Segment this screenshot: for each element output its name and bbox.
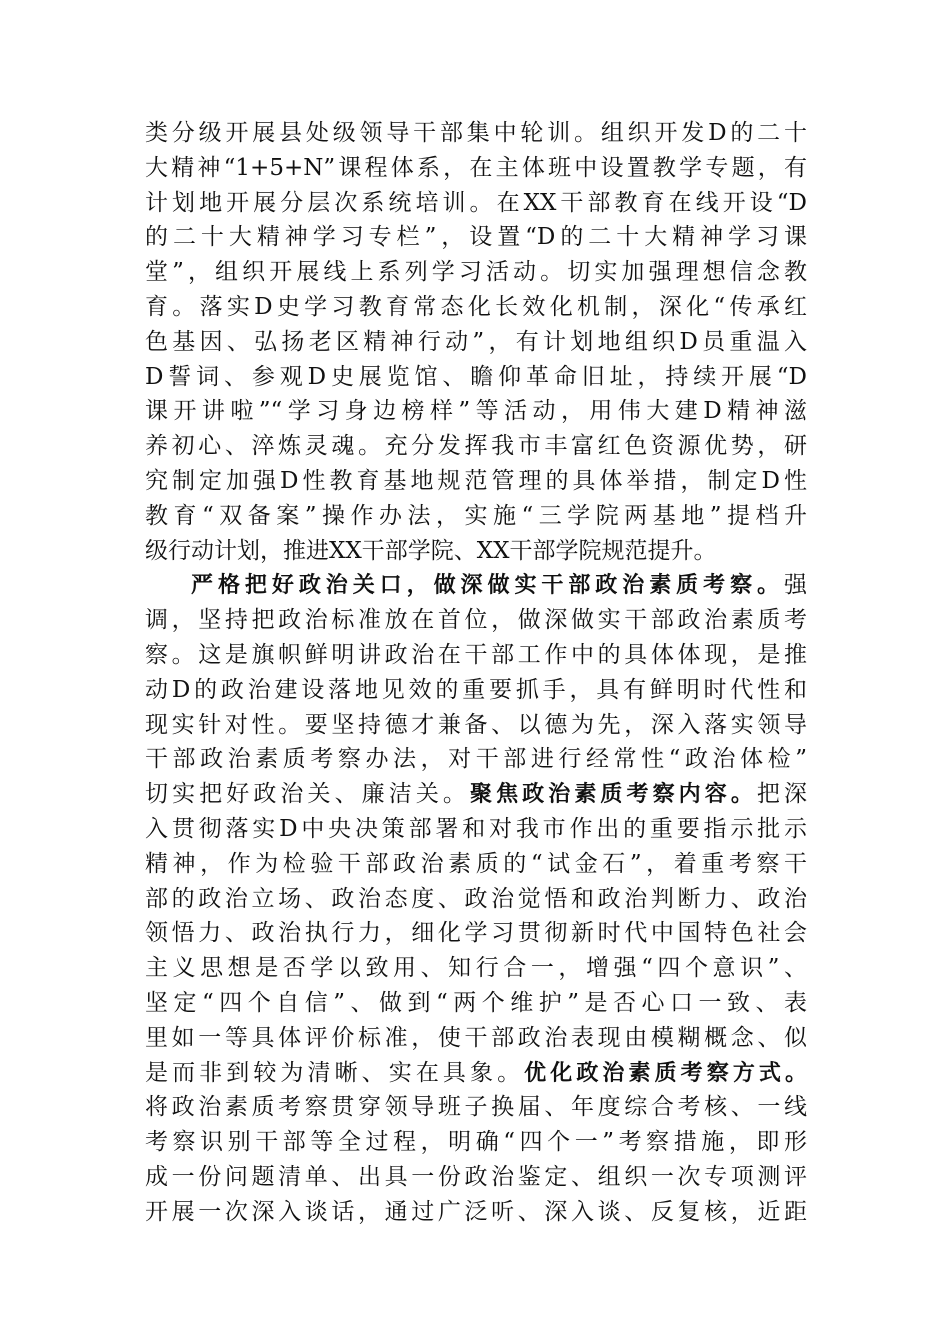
text-span: 是而非到较为清晰、实在具象。 bbox=[145, 1059, 525, 1086]
text-line: 的二十大精神学习专栏”，设置“D的二十大精神学习课 bbox=[145, 224, 807, 251]
text-line: 将政治素质考察贯穿领导班子换届、年度综合考核、一线 bbox=[145, 1094, 807, 1121]
text-line: 级行动计划，推进XX干部学院、XX干部学院规范提升。 bbox=[145, 537, 717, 564]
text-line: 类分级开展县处级领导干部集中轮训。组织开发D的二十 bbox=[145, 120, 807, 146]
text-line bbox=[145, 568, 807, 603]
document-page bbox=[145, 116, 807, 1230]
text-line: 大精神“1+5+N”课程体系，在主体班中设置教学专题，有 bbox=[145, 154, 807, 181]
heading-focus-content: 聚焦政治素质考察内容。 bbox=[470, 782, 757, 808]
text-line: 干部政治素质考察办法，对干部进行经常性“政治体检” bbox=[145, 746, 807, 773]
text-line: 色基因、弘扬老区精神行动”，有计划地组织D员重温入 bbox=[145, 328, 807, 355]
text-line: 领悟力、政治执行力，细化学习贯彻新时代中国特色社会 bbox=[145, 920, 807, 947]
text-line: 成一份问题清单、出具一份政治鉴定、组织一次专项测评 bbox=[145, 1163, 807, 1190]
text-span: 切实把好政治关、廉洁关。 bbox=[145, 781, 470, 808]
text-span: 强 bbox=[784, 572, 807, 599]
text-line: 堂”，组织开展线上系列学习活动。切实加强理想信念教 bbox=[145, 259, 807, 286]
text-line: 入贯彻落实D中央决策部署和对我市作出的重要指示批示 bbox=[145, 815, 807, 842]
text-line: 坚定“四个自信”、做到“两个维护”是否心口一致、表 bbox=[145, 989, 807, 1016]
paragraph-2 bbox=[145, 568, 807, 1229]
text-line: 计划地开展分层次系统培训。在XX干部教育在线开设“D bbox=[145, 189, 807, 216]
text-line: 动D的政治建设落地见效的重要抓手，具有鲜明时代性和 bbox=[145, 676, 807, 703]
text-line: 养初心、淬炼灵魂。充分发挥我市丰富红色资源优势，研 bbox=[145, 433, 807, 460]
text-line: 里如一等具体评价标准，使干部政治表现由模糊概念、似 bbox=[145, 1024, 807, 1051]
text-line: 开展一次深入谈话，通过广泛听、深入谈、反复核，近距 bbox=[145, 1198, 807, 1225]
text-line: 现实针对性。要坚持德才兼备、以德为先，深入落实领导 bbox=[145, 711, 807, 738]
text-line: D誓词、参观D史展览馆、瞻仰革命旧址，持续开展“D bbox=[145, 363, 807, 390]
text-line: 育。落实D史学习教育常态化长效化机制，深化“传承红 bbox=[145, 293, 807, 320]
text-line: 调，坚持把政治标准放在首位，做深做实干部政治素质考 bbox=[145, 607, 807, 634]
text-line: 课开讲啦”“学习身边榜样”等活动，用伟大建D精神滋 bbox=[145, 398, 807, 425]
text-line: 察。这是旗帜鲜明讲政治在干部工作中的具体体现，是推 bbox=[145, 641, 807, 668]
paragraph-1 bbox=[145, 116, 807, 568]
text-line: 精神，作为检验干部政治素质的“试金石”，着重考察干 bbox=[145, 850, 807, 877]
text-line bbox=[145, 1056, 807, 1091]
text-line: 究制定加强D性教育基地规范管理的具体举措，制定D性 bbox=[145, 467, 807, 494]
text-line: 考察识别干部等全过程，明确“四个一”考察措施，即形 bbox=[145, 1129, 807, 1156]
text-line: 教育“双备案”操作办法，实施“三学院两基地”提档升 bbox=[145, 502, 807, 529]
text-line: 部的政治立场、政治态度、政治觉悟和政治判断力、政治 bbox=[145, 885, 807, 912]
heading-optimize-method: 优化政治素质考察方式。 bbox=[524, 1060, 807, 1086]
text-line: 主义思想是否学以致用、知行合一，增强“四个意识”、 bbox=[145, 955, 807, 982]
text-line bbox=[145, 777, 807, 812]
text-span: 把深 bbox=[756, 781, 807, 808]
heading-political-gate: 严格把好政治关口，做深做实干部政治素质考察。 bbox=[191, 573, 784, 599]
